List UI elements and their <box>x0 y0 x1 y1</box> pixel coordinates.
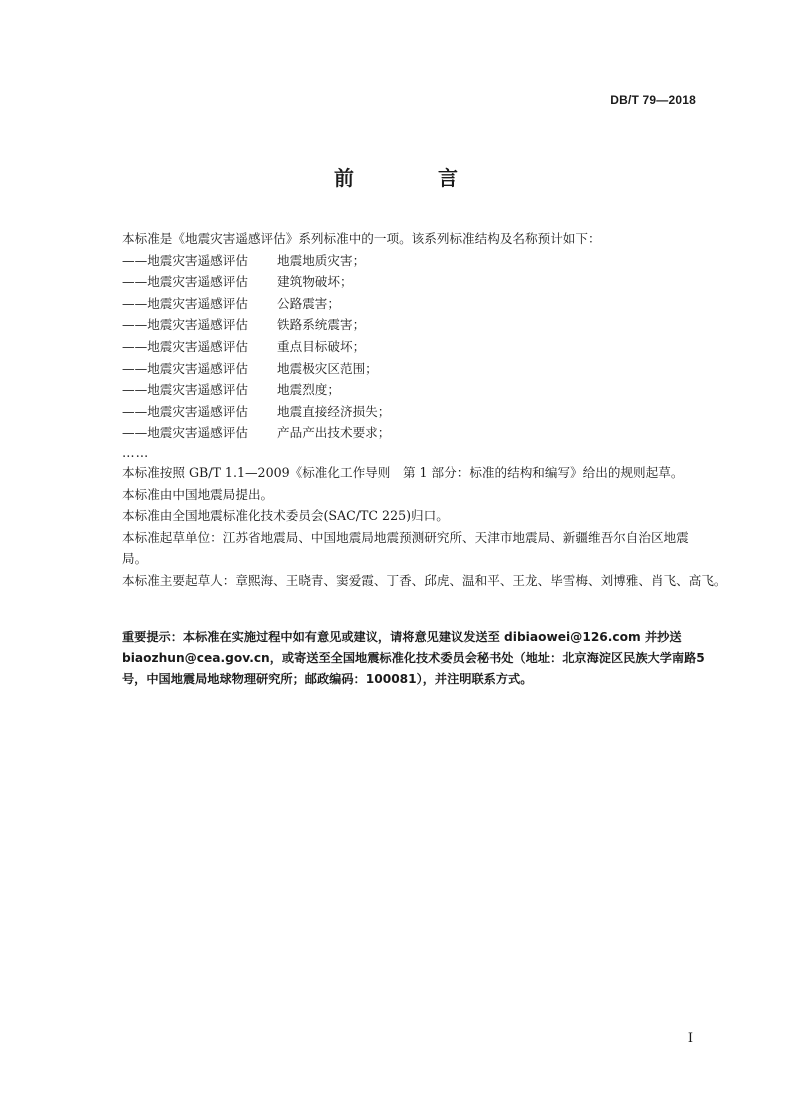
list-item-name: 地震地质灾害； <box>277 252 366 268</box>
list-item-name: 地震极灾区范围； <box>277 360 378 376</box>
list-item-name: 产品产出技术要求； <box>277 425 391 441</box>
list-item <box>122 293 712 315</box>
list-ellipsis: …… <box>122 444 150 460</box>
list-item <box>122 250 712 272</box>
drafters-paragraph: 本标准主要起草人：章熙海、王晓青、窦爱霞、丁香、邱虎、温和平、王龙、毕雪梅、刘博雅、肖飞、高飞。 <box>122 572 727 588</box>
list-item-prefix: ——地震灾害遥感评估 <box>122 382 248 398</box>
list-item <box>122 401 712 423</box>
list-item-name: 地震直接经济损失； <box>277 403 391 419</box>
drafting-rules-paragraph: 本标准按照 GB/T 1.1—2009《标准化工作导则 第 1 部分：标准的结构和编写》给出的规则起草。 <box>122 464 684 480</box>
drafting-units-paragraph: 本标准起草单位：江苏省地震局、中国地震局地震预测研究所、天津市地震局、新疆维吾尔自治区地震局。 <box>122 529 689 567</box>
intro-paragraph: 本标准是《地震灾害遥感评估》系列标准中的一项。该系列标准结构及名称预计如下： <box>122 231 601 246</box>
list-item <box>122 379 712 401</box>
important-notice: 重要提示：本标准在实施过程中如有意见或建议，请将意见建议发送至 dibiaowei@126.com 并抄送 biaozhun@cea.gov.cn，或寄送至全国地震标准化技术委员会秘书处（地址：北京海淀区民族大学南路5号，中国地震局地球物理研究所；邮政编码：100081），并注明联系方式。 <box>122 630 705 686</box>
list-item <box>122 358 712 380</box>
foreword-body <box>122 228 727 592</box>
document-code: DB/T 79—2018 <box>610 93 696 107</box>
list-item-prefix: ——地震灾害遥感评估 <box>122 317 248 333</box>
list-item-name: 铁路系统震害； <box>277 317 366 333</box>
list-item-prefix: ——地震灾害遥感评估 <box>122 274 248 290</box>
list-item-name: 建筑物破坏； <box>277 274 353 290</box>
list-item-name: 公路震害； <box>277 295 340 311</box>
page-number: I <box>687 1031 693 1046</box>
list-item-prefix: ——地震灾害遥感评估 <box>122 403 248 419</box>
list-item <box>122 271 712 293</box>
list-item-prefix: ——地震灾害遥感评估 <box>122 425 248 441</box>
committee-paragraph: 本标准由全国地震标准化技术委员会(SAC/TC 225)归口。 <box>122 508 449 524</box>
proposer-paragraph: 本标准由中国地震局提出。 <box>122 486 274 502</box>
list-item-prefix: ——地震灾害遥感评估 <box>122 252 248 268</box>
list-item <box>122 314 712 336</box>
list-item-name: 地震烈度； <box>277 382 340 398</box>
list-item-prefix: ——地震灾害遥感评估 <box>122 360 248 376</box>
list-item <box>122 336 712 358</box>
list-item-prefix: ——地震灾害遥感评估 <box>122 338 248 354</box>
list-item-name: 重点目标破坏； <box>277 338 366 354</box>
list-item-prefix: ——地震灾害遥感评估 <box>122 295 248 311</box>
list-item <box>122 422 712 444</box>
page-title: 前 言 <box>334 166 490 190</box>
